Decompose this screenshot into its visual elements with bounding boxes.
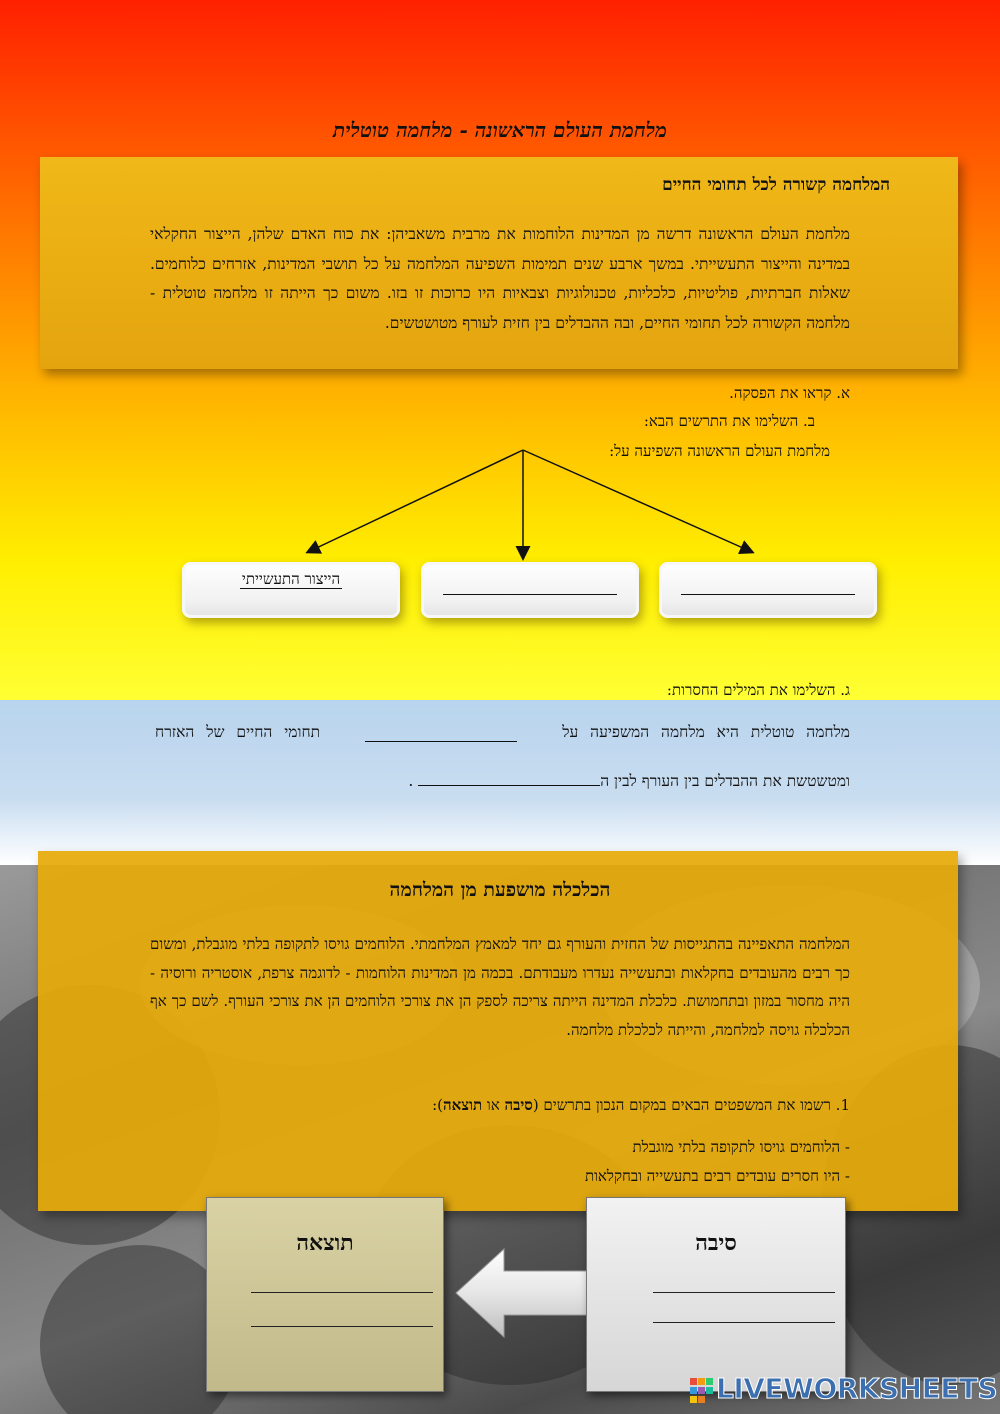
- answer-line[interactable]: [443, 594, 617, 595]
- task-cause-word: סיבה: [504, 1096, 533, 1114]
- logo-grid-icon: [690, 1378, 714, 1404]
- fill-line-2: [408, 772, 850, 791]
- diagram-arrows: [0, 440, 1000, 570]
- economy-paragraph: המלחמה התאפיינה בהתגייסות של החזית והעורף גם יחד למאמץ המלחמתי. הלוחמים גויסו לתקופה בלתי מוגבלת, ומשום כך רבים מהעובדים בחקלאות ובתעשייה נעדרו מעבודתם. בכמה מן המדינות הלוחמות - לדוגמה צרפת, אוסטריה ורוסיה - היה מחסור במזון ובתחמושת. כלכלת המדינה הייתה צריכה לספק הן את צורכי הלוחמים הן את צורכי העורף. לשם כך אף הכלכלה גויסה למלחמה, והייתה לכלכלת מלחמה.: [150, 935, 850, 1039]
- economy-item-2: - היו חסרים עובדים רבים בתעשייה ובחקלאות: [584, 1167, 850, 1185]
- liveworksheets-logo: [690, 1372, 998, 1408]
- task-result-word: תוצאה: [442, 1096, 483, 1114]
- instruction-a: א. קראו את הפסקה.: [729, 384, 850, 402]
- blank-field[interactable]: [418, 785, 600, 786]
- answer-line[interactable]: [681, 594, 855, 595]
- result-card: [206, 1197, 444, 1392]
- blank-field[interactable]: [365, 723, 517, 742]
- fill-line-2-end: .: [408, 772, 414, 790]
- diagram-root-label: מלחמת העולם הראשונה השפיעה על:: [609, 442, 830, 460]
- intro-paragraph: מלחמת העולם הראשונה דרשה מן המדינות הלוחמות את מרבית משאביהן: את כוח האדם שלהן, הייצור החקלאי במדינה והייצור התעשייתי. במשך ארבע שנים תמימות השפיעה המלחמה על כל תושבי המדינות, אזרחים כלוחמים. שאלות חברתיות, פוליטיות, כלכליות, טכנולוגיות וצבאיות היו כרוכות זו בזו. משום כך הייתה זו מלחמה טוטלית - מלחמה הקשורה לכל תחומי החיים, ובה ההבדלים בין חזית לעורף מטושטשים.: [150, 225, 850, 332]
- economy-heading: הכלכלה מושפעת מן המלחמה: [389, 879, 611, 901]
- intro-heading: המלחמה קשורה לכל תחומי החיים: [662, 175, 890, 195]
- diagram-chip-industry: [182, 562, 400, 618]
- diagram-chip-blank-middle[interactable]: [421, 562, 639, 618]
- task-prefix: 1. רשמו את המשפטים הבאים במקום הנכון בתרשים (: [532, 1096, 850, 1114]
- economy-item-1: - הלוחמים גויסו לתקופה בלתי מוגבלת: [632, 1138, 850, 1156]
- instruction-c: ג. השלימו את המילים החסרות:: [666, 681, 850, 699]
- result-card-title: תוצאה: [296, 1230, 354, 1256]
- logo-text: LIVEWORKSHEETS: [716, 1372, 998, 1405]
- fill-line-1-start: מלחמה טוטלית היא מלחמה המשפיעה על: [562, 723, 850, 741]
- economy-task: [432, 1096, 850, 1115]
- answer-line[interactable]: [653, 1322, 835, 1323]
- task-or: או: [482, 1096, 505, 1114]
- fill-line-1: [155, 723, 850, 742]
- chip-industry-text: הייצור התעשייתי: [241, 570, 341, 588]
- fill-line-1-end: תחומי החיים של האזרח: [155, 723, 321, 741]
- cause-card: [586, 1197, 846, 1392]
- task-suffix: ):: [432, 1096, 443, 1114]
- answer-line[interactable]: [251, 1326, 433, 1327]
- answer-line[interactable]: [251, 1292, 433, 1293]
- answer-line[interactable]: [653, 1292, 835, 1293]
- instruction-b: ב. השלימו את התרשים הבא:: [643, 412, 815, 430]
- fill-line-2-start: ומטשטשת את ההבדלים בין העורף לבין ה: [600, 772, 850, 790]
- diagram-chip-blank-right[interactable]: [659, 562, 877, 618]
- cause-card-title: סיבה: [695, 1230, 737, 1256]
- page-title: מלחמת העולם הראשונה - מלחמה טוטלית: [333, 118, 667, 142]
